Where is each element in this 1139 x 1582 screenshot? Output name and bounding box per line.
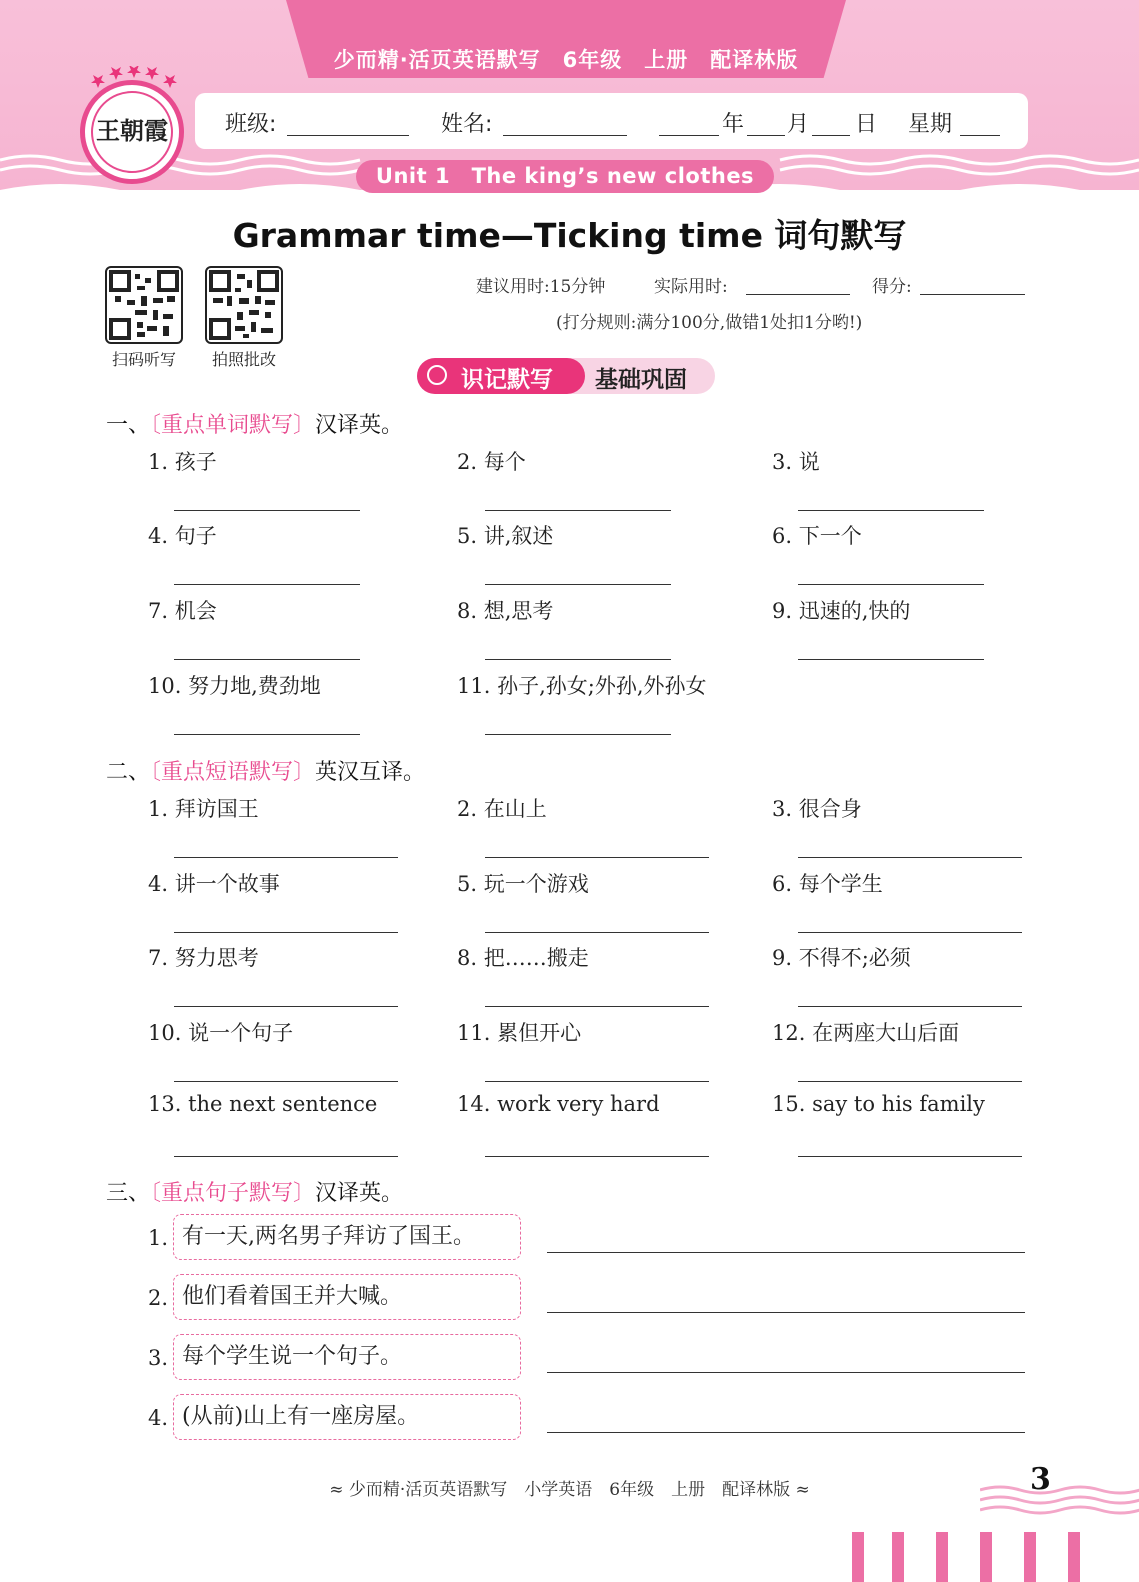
sentence-answer-line[interactable] [547, 1432, 1025, 1433]
answer-line[interactable] [798, 1081, 1022, 1082]
answer-line[interactable] [485, 584, 671, 585]
answer-line[interactable] [798, 1156, 1022, 1157]
section-badge [417, 358, 715, 394]
section2-heading [106, 755, 425, 786]
word-item: 7. 机会 [148, 599, 217, 623]
score-label: 得分: [872, 277, 912, 297]
section1-tag: 〔重点单词默写〕 [150, 413, 316, 438]
answer-line[interactable] [174, 857, 398, 858]
section1-instruction: 汉译英。 [315, 413, 404, 438]
qr-label-grade: 拍照批改 [211, 350, 276, 369]
qr-code-grade[interactable] [205, 266, 283, 344]
phrase-item: 8. 把……搬走 [457, 946, 589, 970]
badge-main-text: 识记默写 [461, 367, 553, 393]
answer-line[interactable] [798, 510, 984, 511]
sentence-prompt: 他们看着国王并大喊。 [173, 1274, 521, 1320]
answer-line[interactable] [174, 1006, 398, 1007]
section1-heading [106, 408, 403, 439]
answer-line[interactable] [798, 932, 1022, 933]
word-item: 4. 句子 [148, 524, 217, 548]
footer-bars [848, 1532, 1139, 1582]
qr-icon [207, 268, 281, 342]
qr-code-listen[interactable] [105, 266, 183, 344]
word-item: 6. 下一个 [772, 524, 862, 548]
student-info-box [195, 93, 1028, 149]
year-field[interactable] [659, 135, 719, 136]
sentence-answer-line[interactable] [547, 1312, 1025, 1313]
scoring-rule: (打分规则:满分100分,做错1处扣1分哟!) [556, 313, 863, 333]
answer-line[interactable] [174, 659, 360, 660]
phrase-item: 4. 讲一个故事 [148, 872, 280, 896]
answer-line[interactable] [798, 584, 984, 585]
page-title: Grammar time—Ticking time 词句默写 [232, 216, 907, 255]
phrase-item: 12. 在两座大山后面 [772, 1021, 960, 1045]
actual-time-field[interactable] [746, 294, 850, 295]
answer-line[interactable] [485, 1006, 709, 1007]
sentence-number: 4. [148, 1406, 169, 1430]
day-field[interactable] [812, 135, 850, 136]
phrase-item: 10. 说一个句子 [148, 1021, 294, 1045]
score-field[interactable] [920, 294, 1025, 295]
sentence-number: 3. [148, 1346, 169, 1370]
sentence-prompt: (从前)山上有一座房屋。 [173, 1394, 521, 1440]
answer-line[interactable] [485, 932, 709, 933]
phrase-item: 11. 累但开心 [457, 1021, 582, 1045]
answer-line[interactable] [485, 659, 671, 660]
answer-line[interactable] [174, 1081, 398, 1082]
word-item: 5. 讲,叙述 [457, 524, 554, 548]
section2-instruction: 英汉互译。 [315, 760, 426, 785]
sentence-prompt: 每个学生说一个句子。 [173, 1334, 521, 1380]
sentence-number: 1. [148, 1226, 169, 1250]
answer-line[interactable] [174, 734, 360, 735]
page-number: 3 [1030, 1462, 1051, 1497]
unit-label: Unit 1 The king’s new clothes [356, 160, 774, 193]
phrase-item: 6. 每个学生 [772, 872, 883, 896]
qr-icon [107, 268, 181, 342]
section3-tag: 〔重点句子默写〕 [150, 1181, 316, 1206]
class-field[interactable] [287, 135, 409, 136]
word-item: 1. 孩子 [148, 450, 217, 474]
name-label: 姓名: [441, 112, 493, 137]
section1-prefix: 一、 [106, 413, 151, 438]
word-item: 3. 说 [772, 450, 820, 474]
answer-line[interactable] [485, 510, 671, 511]
section3-instruction: 汉译英。 [315, 1181, 404, 1206]
year-label: 年 [722, 112, 745, 137]
sentence-number: 2. [148, 1286, 169, 1310]
month-field[interactable] [747, 135, 785, 136]
sentence-answer-line[interactable] [547, 1372, 1025, 1373]
phrase-item: 13. the next sentence [148, 1092, 378, 1116]
phrase-item: 3. 很合身 [772, 797, 862, 821]
class-label: 班级: [225, 112, 277, 137]
answer-line[interactable] [174, 584, 360, 585]
phrase-item: 15. say to his family [772, 1092, 985, 1116]
answer-line[interactable] [798, 659, 984, 660]
answer-line[interactable] [485, 734, 671, 735]
logo-text: 王朝霞 [96, 117, 168, 145]
section3-prefix: 三、 [106, 1181, 151, 1206]
section2-prefix: 二、 [106, 760, 151, 785]
weekday-label: 星期 [908, 112, 953, 137]
sentence-answer-line[interactable] [547, 1252, 1025, 1253]
phrase-item: 9. 不得不;必须 [772, 946, 911, 970]
answer-line[interactable] [485, 1156, 709, 1157]
phrase-item: 2. 在山上 [457, 797, 547, 821]
answer-line[interactable] [798, 1006, 1022, 1007]
series-title: 少而精·活页英语默写 6年级 上册 配译林版 [333, 48, 799, 72]
badge-main [417, 358, 585, 394]
sentence-prompt: 有一天,两名男子拜访了国王。 [173, 1214, 521, 1260]
badge-sub-text: 基础巩固 [595, 367, 687, 393]
weekday-field[interactable] [960, 135, 1000, 136]
footer-text: ≈ 少而精·活页英语默写 小学英语 6年级 上册 配译林版 ≈ [329, 1480, 810, 1500]
answer-line[interactable] [174, 932, 398, 933]
actual-time-label: 实际用时: [654, 277, 728, 297]
answer-line[interactable] [174, 1156, 398, 1157]
phrase-item: 5. 玩一个游戏 [457, 872, 589, 896]
section2-tag: 〔重点短语默写〕 [150, 760, 316, 785]
section3-heading [106, 1176, 403, 1207]
word-item: 8. 想,思考 [457, 599, 554, 623]
phrase-item: 1. 拜访国王 [148, 797, 259, 821]
suggested-time: 建议用时:15分钟 [476, 277, 606, 297]
word-item: 11. 孙子,孙女;外孙,外孙女 [457, 674, 707, 698]
answer-line[interactable] [174, 510, 360, 511]
phrase-item: 14. work very hard [457, 1092, 660, 1116]
footer-waves [980, 1480, 1139, 1520]
answer-line[interactable] [485, 1081, 709, 1082]
day-label: 日 [855, 112, 878, 137]
word-item: 10. 努力地,费劲地 [148, 674, 321, 698]
name-field[interactable] [503, 135, 627, 136]
publisher-logo [80, 80, 184, 184]
month-label: 月 [787, 112, 810, 137]
answer-line[interactable] [798, 857, 1022, 858]
word-item: 2. 每个 [457, 450, 526, 474]
qr-label-listen: 扫码听写 [111, 350, 176, 369]
phrase-item: 7. 努力思考 [148, 946, 259, 970]
answer-line[interactable] [485, 857, 709, 858]
medal-icon [427, 365, 447, 385]
word-item: 9. 迅速的,快的 [772, 599, 911, 623]
